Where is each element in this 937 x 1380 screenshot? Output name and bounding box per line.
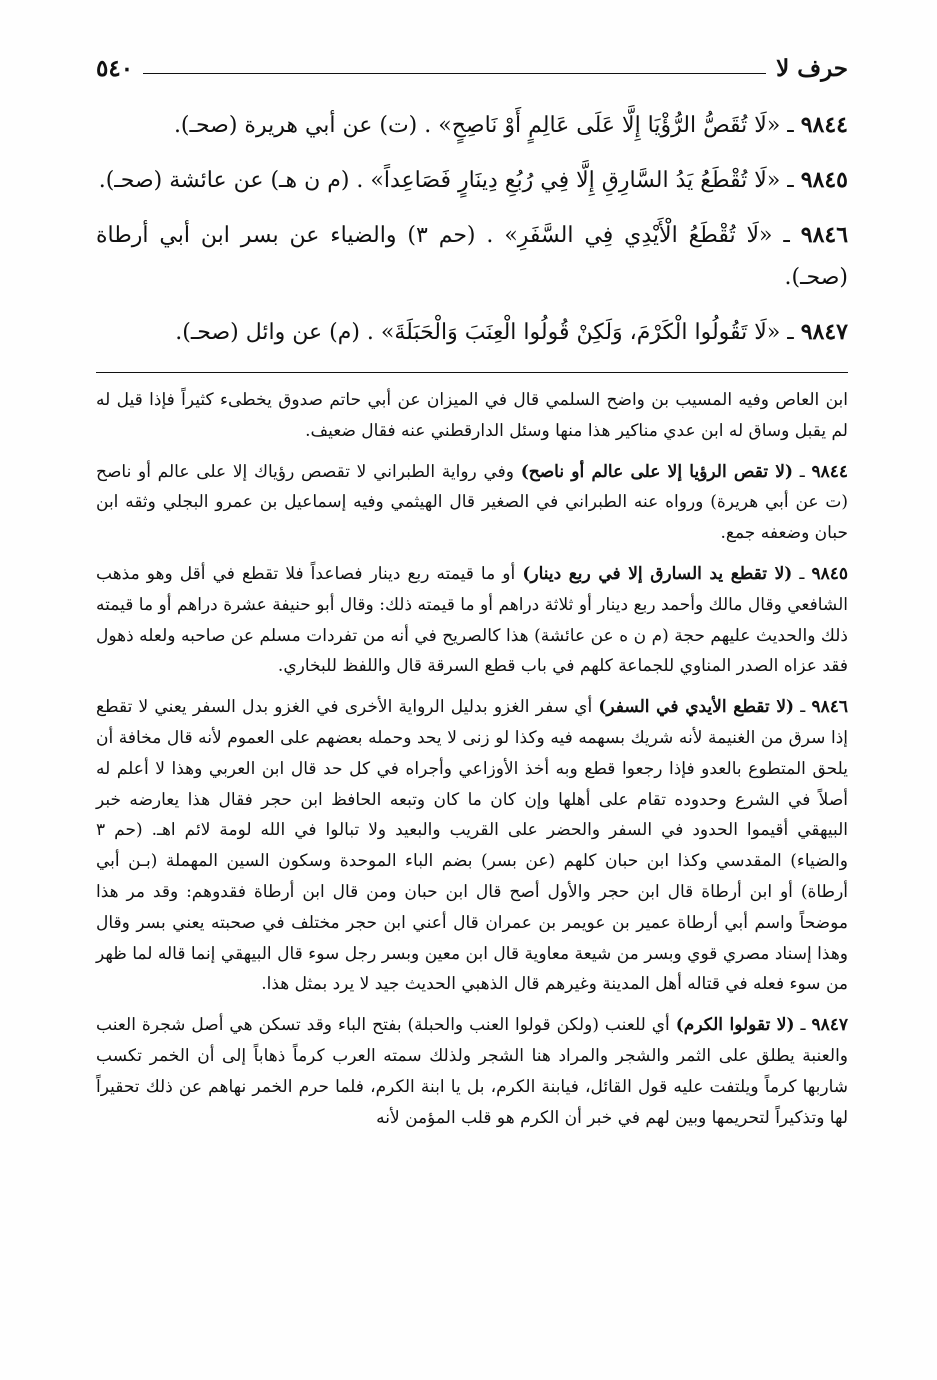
- hadith-text: «لَا تُقَصُّ الرُّؤْيَا إِلَّا عَلَى عَالِمٍ أَوْ نَاصِحٍ»: [438, 113, 781, 138]
- hadith-number: ٩٨٤٤: [800, 112, 848, 138]
- hadith-text: «لَا تُقْطَعُ الْأَيْدِي فِي السَّفَرِ»: [504, 223, 773, 248]
- commentary-text: وفي رواية الطبراني لا تقصص رؤياك إلا على عالم أو ناصح (ت عن أبي هريرة) ورواه عنه الطبراني في الصغير قال الهيثمي وفيه إسماعيل بن عمرو البجلي وثقه ابن حبان وضعفه جمع.: [96, 461, 848, 544]
- commentary-number: ٩٨٤٦: [811, 697, 848, 718]
- commentary-number: ٩٨٤٧: [811, 1015, 848, 1036]
- book-page: [96, 48, 848, 1143]
- commentary-text: أو ما قيمته ربع دينار فصاعداً فلا تقطع في أقل وهو مذهب الشافعي وقال مالك وأحمد ربع دينار أو ثلاثة دراهم أو ما قيمته ذلك: وقال أبو حنيفة عشرة دراهم أو ما قيمته ذلك والحديث عليهم حجة (م ن ه عن عائشة) هذا كالصريح في أنه من تفردات مسلم عن صاحبه ولعله ذهول فقد عزاه الصدر المناوي للجماعة كلهم في باب قطع السرقة قال واللفظ للبخاري.: [96, 563, 848, 677]
- commentary-entry: ٩٨٤٥ ـ (لا تقطع يد السارق إلا في ربع دينار) أو ما قيمته ربع دينار فصاعداً فلا تقطع في أقل وهو مذهب الشافعي وقال مالك وأحمد ربع دينار أو ثلاثة دراهم أو ما قيمته ذلك: وقال أبو حنيفة عشرة دراهم أو ما قيمته ذلك والحديث عليهم حجة (م ن ه عن عائشة) هذا كالصريح في أنه من تفردات مسلم عن صاحبه ولعله ذهول فقد عزاه الصدر المناوي للجماعة كلهم في باب قطع السرقة قال واللفظ للبخاري.: [96, 563, 848, 677]
- hadith-text: «لَا تَقُولُوا الْكَرْمَ، وَلَكِنْ قُولُوا الْعِنَبَ وَالْحَبَلَةَ»: [380, 320, 781, 345]
- hadith-entry: ٩٨٤٤ ـ «لَا تُقَصُّ الرُّؤْيَا إِلَّا عَلَى عَالِمٍ أَوْ نَاصِحٍ» . (ت) عن أبي هريرة (صحـ).: [173, 112, 848, 138]
- commentary-block: [96, 385, 848, 1133]
- commentary-lemma: (لا تقولوا الكرم): [675, 1015, 795, 1036]
- commentary-lemma: (لا تقص الرؤيا إلا على عالم أو ناصح): [520, 461, 794, 482]
- commentary-entry: ٩٨٤٤ ـ (لا تقص الرؤيا إلا على عالم أو ناصح) وفي رواية الطبراني لا تقصص رؤياك إلا على عالم أو ناصح (ت عن أبي هريرة) ورواه عنه الطبراني في الصغير قال الهيثمي وفيه إسماعيل بن عمرو البجلي وثقه ابن حبان وضعفه جمع.: [96, 461, 848, 544]
- hadith-source: . (ت) عن أبي هريرة (صحـ).: [173, 113, 432, 138]
- commentary-entry: ٩٨٤٦ ـ (لا تقطع الأيدي في السفر) أي سفر الغزو بدليل الرواية الأخرى في الغزو بدل السفر يعني لا تقطع إذا سرق من الغنيمة لأنه شريك بسهمه فيه وكذا لو زنى لا يحد وحمله بعضهم على العموم لأنه قال مخافة أن يلحق المتطوع بالعدو فإذا رجعوا قطع وبه أخذ الأوزاعي وأجراه في كل حد قال ابن العربي وهذا لا أعلم له أصلاً في الشرع وحدوده تقام على أهلها وإن كان ما كان وتبعه الحافظ ابن حجر فقال هذا يعارضه خبر البيهقي أقيموا الحدود في السفر والحضر على القريب والبعيد ولا تبالوا في الله لومة لائم اهـ. (حم ٣ والضياء) المقدسي وكذا ابن حبان كلهم (عن بسر) بضم الباء الموحدة وسكون السين المهملة (بـن أبي أرطاة) أو ابن أرطاة قال ابن حجر والأول أصح قال ابن حبان ومن قال ابن أرطاة فقدوهم: وقد مر هذا موضحاً واسم أبي أرطاة عمير بن عويمر بن عمران قال أعني ابن حجر مختلف في صحبته يعني بسر وقال وهذا إسناد مصري قوي وبسر من شيعة معاوية قال ابن معين وبسر رجل سوء قال البيهقي إنما قاله لما ظهر من سوء فعله في قتاله أهل المدينة وغيرهم قال الذهبي الحديث جيد لا يرد بمثل هذا.: [96, 697, 848, 995]
- page-number: ٥٤٠: [96, 55, 134, 82]
- hadith-source: . (م ن هـ) عن عائشة (صحـ).: [98, 168, 364, 193]
- hadith-number: ٩٨٤٦: [800, 222, 849, 248]
- commentary-intro: ابن العاص وفيه المسيب بن واضح السلمي قال في الميزان عن أبي حاتم صدوق يخطىء كثيراً فإذا قيل له لم يقبل وساق له ابن عدي مناكير هذا منها وسئل الدارقطني عنه فقال ضعيف.: [96, 390, 848, 441]
- commentary-lemma: (لا تقطع يد السارق إلا في ربع دينار): [522, 563, 793, 584]
- hadith-number: ٩٨٤٧: [800, 319, 848, 345]
- hadith-source: . (م) عن وائل (صحـ).: [175, 320, 374, 345]
- commentary-lemma: (لا تقطع الأيدي في السفر): [598, 697, 795, 718]
- commentary-number: ٩٨٤٤: [811, 461, 848, 482]
- hadith-number: ٩٨٤٥: [800, 167, 848, 193]
- commentary-text: أي سفر الغزو بدليل الرواية الأخرى في الغزو بدل السفر يعني لا تقطع إذا سرق من الغنيمة لأنه شريك بسهمه فيه وكذا لو زنى لا يحد وحمله بعضهم على العموم لأنه قال مخافة أن يلحق المتطوع بالعدو فإذا رجعوا قطع وبه أخذ الأوزاعي وأجراه في كل حد قال ابن العربي وهذا لا أعلم له أصلاً في الشرع وحدوده تقام على أهلها وإن كان ما كان وتبعه الحافظ ابن حجر فقال هذا يعارضه خبر البيهقي أقيموا الحدود في السفر والحضر على القريب والبعيد ولا تبالوا في الله لومة لائم اهـ. (حم ٣ والضياء) المقدسي وكذا ابن حبان كلهم (عن بسر) بضم الباء الموحدة وسكون السين المهملة (بـن أبي أرطاة) أو ابن أرطاة قال ابن حجر والأول أصح قال ابن حبان ومن قال ابن أرطاة فقدوهم: وقد مر هذا موضحاً واسم أبي أرطاة عمير بن عويمر بن عمران قال أعني ابن حجر مختلف في صحبته يعني بسر وقال وهذا إسناد مصري قوي وبسر من شيعة معاوية قال ابن معين وبسر رجل سوء قال البيهقي إنما قاله لما ظهر من سوء فعله في قتاله أهل المدينة وغيرهم قال الذهبي الحديث جيد لا يرد بمثل هذا.: [96, 697, 848, 995]
- hadith-entry: ٩٨٤٦ ـ «لَا تُقْطَعُ الْأَيْدِي فِي السَّفَرِ» . (حم ٣) والضياء عن بسر ابن أبي أرطاة (صحـ).: [96, 222, 849, 290]
- commentary-divider: [96, 372, 848, 373]
- chapter-title: حرف لا: [776, 55, 848, 82]
- hadith-entry: ٩٨٤٥ ـ «لَا تُقْطَعُ يَدُ السَّارِقِ إِلَّا فِي رُبُعِ دِينَارٍ فَصَاعِداً» . (م ن هـ) عن عائشة (صحـ).: [98, 167, 848, 193]
- hadith-source: . (حم ٣) والضياء عن بسر ابن أبي أرطاة (صحـ).: [96, 223, 848, 290]
- hadith-entry: ٩٨٤٧ ـ «لَا تَقُولُوا الْكَرْمَ، وَلَكِنْ قُولُوا الْعِنَبَ وَالْحَبَلَةَ» . (م) عن وائل (صحـ).: [175, 319, 848, 345]
- hadith-text: «لَا تُقْطَعُ يَدُ السَّارِقِ إِلَّا فِي رُبُعِ دِينَارٍ فَصَاعِداً»: [370, 168, 781, 193]
- page-header: [96, 48, 848, 82]
- commentary-entry: ٩٨٤٧ ـ (لا تقولوا الكرم) أي للعنب (ولكن قولوا العنب والحبلة) بفتح الباء وقد تسكن هي أصل شجرة العنب والعنبة يطلق على الثمر والشجر والمراد هنا الشجر ولذلك سمته العرب كرماً ذهاباً إلى أن الخمر تكسب شاربها كرماً ويلتفت عليه قول القائل، فيابنة الكرم، بل يا ابنة الكرم، فلما حرم الخمر نهاهم عن ذلك تحقيراً لها وتذكيراً لتحريمها وبين لهم في خبر أن الكرم هو قلب المؤمن لأنه: [96, 1015, 848, 1128]
- commentary-number: ٩٨٤٥: [811, 563, 848, 584]
- commentary-text: أي للعنب (ولكن قولوا العنب والحبلة) بفتح الباء وقد تسكن هي أصل شجرة العنب والعنبة يطلق على الثمر والشجر والمراد هنا الشجر ولذلك سمته العرب كرماً ذهاباً إلى أن الخمر تكسب شاربها كرماً ويلتفت عليه قول القائل، فيابنة الكرم، بل يا ابنة الكرم، فلما حرم الخمر نهاهم عن ذلك تحقيراً لها وتذكيراً لتحريمها وبين لهم في خبر أن الكرم هو قلب المؤمن لأنه: [96, 1015, 848, 1128]
- header-rule: [143, 73, 766, 74]
- hadith-text-block: [96, 104, 848, 354]
